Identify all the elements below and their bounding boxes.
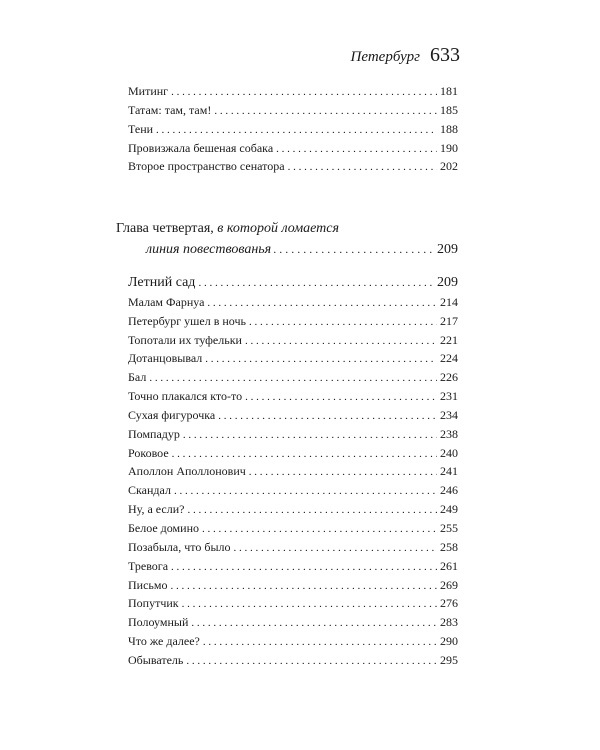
dot-leader xyxy=(214,102,437,121)
toc-entry xyxy=(128,139,458,158)
toc-entry xyxy=(128,632,458,651)
chapter-subtitle-part-1: в которой ломается xyxy=(217,221,340,236)
toc-entry-title: Малам Фарнуа xyxy=(128,294,205,309)
dot-leader xyxy=(273,239,435,259)
dot-leader xyxy=(171,558,437,577)
dot-leader xyxy=(182,595,437,614)
dot-leader xyxy=(205,350,437,369)
toc-entry-page: 238 xyxy=(440,426,458,441)
toc-entry-title: Петербург ушел в ночь xyxy=(128,313,246,328)
toc-entry-page: 290 xyxy=(440,634,458,649)
toc-entry-page: 214 xyxy=(440,294,458,309)
toc-entry xyxy=(128,425,458,444)
toc-entry-title: Письмо xyxy=(128,577,168,592)
toc-entry-page: 283 xyxy=(440,615,458,630)
toc-entry xyxy=(128,481,458,500)
toc-entry-title: Обыватель xyxy=(128,652,184,667)
toc-entry-page: 181 xyxy=(440,84,458,98)
chapter-heading-line-1 xyxy=(116,219,458,239)
toc-entry-title: Тревога xyxy=(128,558,169,573)
dot-leader xyxy=(149,369,437,388)
toc-entry-title: Татам: там, там! xyxy=(128,102,212,117)
toc-entry xyxy=(128,387,458,406)
page-number: 633 xyxy=(430,44,460,66)
toc-entry-title: Скандал xyxy=(128,483,171,498)
toc-entry-title: Точно плакался кто-то xyxy=(128,389,243,404)
toc-entry xyxy=(128,101,458,120)
toc-entry xyxy=(128,519,458,538)
toc-section-chapter-4 xyxy=(128,274,458,670)
dot-leader xyxy=(170,577,437,596)
dot-leader xyxy=(156,121,437,140)
toc-entry xyxy=(128,293,458,312)
toc-entry xyxy=(128,349,458,368)
chapter-subtitle-part-2: линия повествованья xyxy=(146,242,272,257)
toc-entry xyxy=(128,538,458,557)
toc-entry xyxy=(128,462,458,481)
chapter-page: 209 xyxy=(437,242,458,257)
running-head-title: Петербург xyxy=(350,49,420,65)
dot-leader xyxy=(288,158,437,177)
toc-entry-title: Летний сад xyxy=(128,275,196,290)
toc-entry-page: 231 xyxy=(440,389,458,404)
dot-leader xyxy=(198,274,434,293)
toc-entry-title: Дотанцовывал xyxy=(128,351,203,366)
toc-entry xyxy=(128,82,458,101)
toc-entry-page: 295 xyxy=(440,652,458,667)
toc-section-top xyxy=(128,82,458,176)
toc-entry-title: Второе пространство сенатора xyxy=(128,159,285,174)
toc-entry-page: 276 xyxy=(440,596,458,611)
toc-entry-title: Ну, а если? xyxy=(128,502,185,517)
toc-entry-page: 255 xyxy=(440,520,458,535)
toc-entry xyxy=(128,594,458,613)
toc-entry-title: Помпадур xyxy=(128,426,180,441)
running-head xyxy=(351,44,460,67)
toc-entry-page: 188 xyxy=(440,121,458,136)
dot-leader xyxy=(191,614,437,633)
toc-entry-page: 217 xyxy=(440,313,458,328)
toc-entry-page: 226 xyxy=(440,370,458,385)
dot-leader xyxy=(249,313,437,332)
toc-entry-title: Полоумный xyxy=(128,615,189,630)
toc-entry-page: 241 xyxy=(440,464,458,479)
dot-leader xyxy=(171,83,437,102)
dot-leader xyxy=(186,652,437,671)
toc-entry-title: Провизжала бешеная собака xyxy=(128,140,274,155)
toc-entry xyxy=(128,274,458,293)
toc-entry-page: 258 xyxy=(440,539,458,554)
toc-entry-page: 240 xyxy=(440,445,458,460)
dot-leader xyxy=(245,388,437,407)
toc-entry xyxy=(128,613,458,632)
dot-leader xyxy=(218,407,437,426)
toc-entry-page: 209 xyxy=(437,275,458,290)
toc-entry-page: 246 xyxy=(440,483,458,498)
toc-entry xyxy=(128,444,458,463)
toc-entry xyxy=(128,576,458,595)
toc-entry-page: 249 xyxy=(440,502,458,517)
dot-leader xyxy=(245,332,437,351)
toc-entry-page: 224 xyxy=(440,351,458,366)
toc-entry xyxy=(128,312,458,331)
toc-entry xyxy=(128,120,458,139)
toc-entry-title: Роковое xyxy=(128,445,169,460)
dot-leader xyxy=(183,426,437,445)
toc-entry xyxy=(128,651,458,670)
dot-leader xyxy=(234,539,438,558)
toc-entry-title: Попутчик xyxy=(128,596,179,611)
dot-leader xyxy=(172,445,437,464)
chapter-heading-line-2 xyxy=(116,239,458,259)
toc-entry-title: Что же далее? xyxy=(128,634,200,649)
toc-entry-page: 202 xyxy=(440,159,458,174)
toc-entry-title: Белое домино xyxy=(128,520,199,535)
toc-entry-title: Тени xyxy=(128,121,154,136)
toc-entry-title: Топотали их туфельки xyxy=(128,332,242,347)
chapter-heading xyxy=(116,219,458,259)
toc-entry-title: Аполлон Аполлонович xyxy=(128,464,246,479)
toc-entry xyxy=(128,368,458,387)
toc-entry xyxy=(128,406,458,425)
toc-entry-page: 190 xyxy=(440,140,458,155)
toc-entry-title: Бал xyxy=(128,370,147,385)
toc-entry-page: 261 xyxy=(440,558,458,573)
toc-entry xyxy=(128,331,458,350)
toc-entry-title: Митинг xyxy=(128,84,169,98)
dot-leader xyxy=(174,482,437,501)
toc-entry-page: 221 xyxy=(440,332,458,347)
chapter-prefix: Глава четвертая, xyxy=(116,221,214,236)
toc-entry-title: Сухая фигурочка xyxy=(128,407,216,422)
dot-leader xyxy=(203,633,437,652)
toc-entry xyxy=(128,557,458,576)
dot-leader xyxy=(207,294,437,313)
toc-entry xyxy=(128,500,458,519)
toc-entry xyxy=(128,157,458,176)
dot-leader xyxy=(276,140,437,159)
toc-entry-page: 185 xyxy=(440,102,458,117)
toc-entry-title: Позабыла, что было xyxy=(128,539,231,554)
toc-entry-page: 269 xyxy=(440,577,458,592)
toc-entry-page: 234 xyxy=(440,407,458,422)
dot-leader xyxy=(249,463,437,482)
dot-leader xyxy=(187,501,437,520)
dot-leader xyxy=(202,520,437,539)
